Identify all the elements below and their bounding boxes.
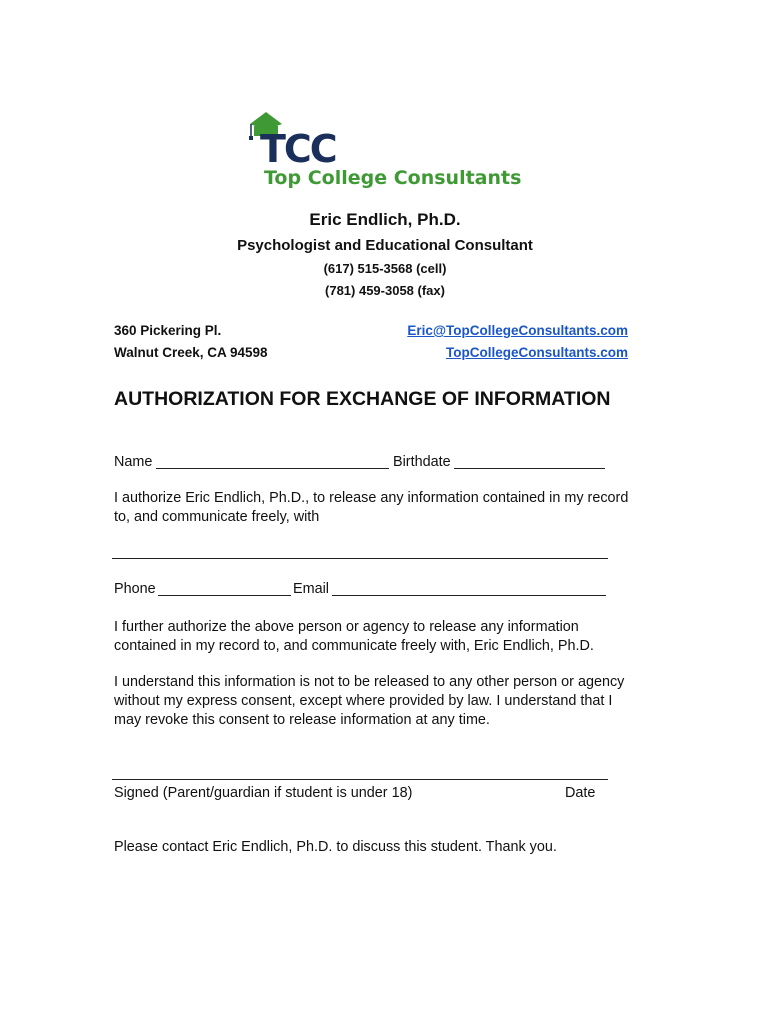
email-label: Email — [293, 581, 329, 597]
name-label: Name — [114, 454, 153, 470]
contact-note: Please contact Eric Endlich, Ph.D. to discuss this student. Thank you. — [114, 839, 557, 855]
phone-label: Phone — [114, 581, 156, 597]
phone-cell: (617) 515-3568 (cell) — [323, 261, 447, 276]
birthdate-label: Birthdate — [393, 454, 451, 470]
email-field[interactable] — [332, 595, 606, 596]
form-heading: AUTHORIZATION FOR EXCHANGE OF INFORMATION — [114, 388, 611, 410]
consultant-title: Psychologist and Educational Consultant — [237, 237, 533, 254]
svg-text:TCC: TCC — [260, 127, 336, 171]
birthdate-field[interactable] — [454, 468, 605, 469]
svg-text:Top College Consultants: Top College Consultants — [264, 167, 522, 189]
recipient-field[interactable] — [112, 558, 608, 559]
phone-fax: (781) 459-3058 (fax) — [325, 283, 445, 298]
address-line2: Walnut Creek, CA 94598 — [114, 345, 268, 360]
website-link[interactable]: TopCollegeConsultants.com — [445, 345, 628, 360]
signed-label: Signed (Parent/guardian if student is under 18) — [114, 785, 413, 801]
understand-paragraph: I understand this information is not to be released to any other person or agency without my express consent, except where provided by law. I understand that I may revoke this consent to release information at any time. — [114, 674, 625, 728]
further-authorize-paragraph: I further authorize the above person or agency to release any information contained in my record to, and communicate freely with, Eric Endlich, Ph.D. — [114, 619, 594, 654]
signature-field[interactable] — [112, 779, 608, 780]
address-line1: 360 Pickering Pl. — [114, 323, 222, 338]
date-label: Date — [565, 785, 596, 801]
email-link[interactable]: Eric@TopCollegeConsultants.com — [407, 323, 628, 338]
company-logo — [246, 110, 526, 190]
name-field[interactable] — [156, 468, 389, 469]
authorize-paragraph: I authorize Eric Endlich, Ph.D., to release any information contained in my record to, and communicate freely, with — [114, 490, 629, 525]
consultant-name: Eric Endlich, Ph.D. — [309, 210, 461, 229]
graduation-cap-logo-icon — [246, 110, 526, 190]
phone-field[interactable] — [158, 595, 291, 596]
